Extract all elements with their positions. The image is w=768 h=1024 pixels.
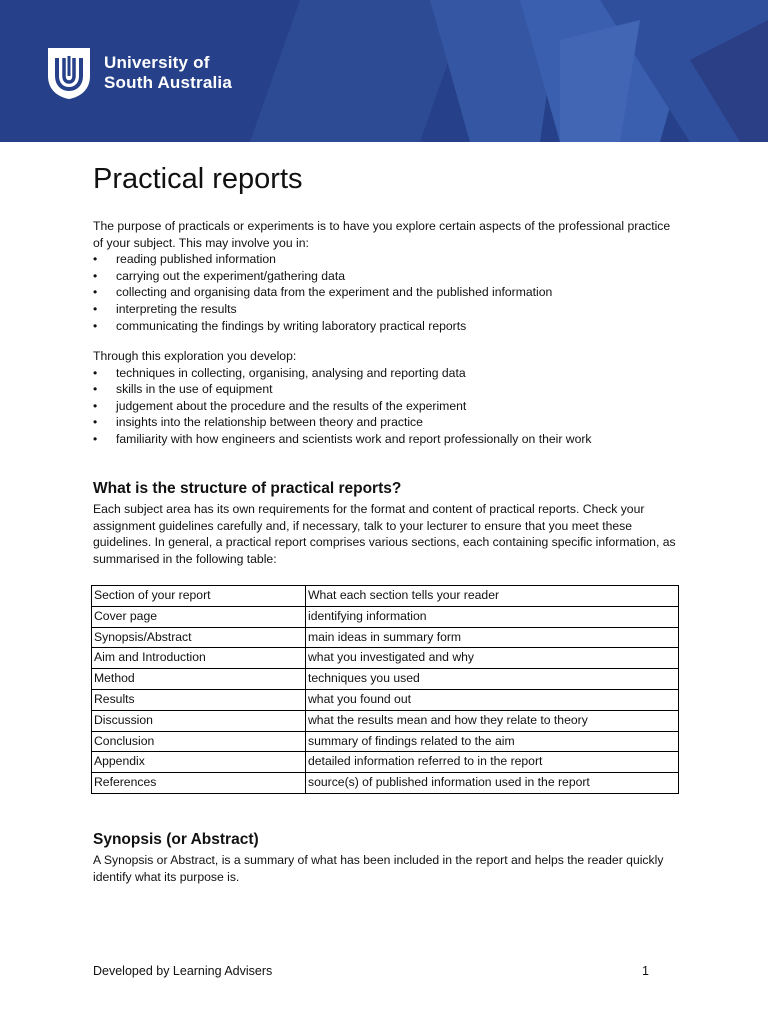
footer-credit: Developed by Learning Advisers bbox=[93, 964, 273, 978]
table-row bbox=[92, 731, 679, 752]
table-cell: identifying information bbox=[306, 606, 679, 627]
intro-list bbox=[93, 251, 683, 334]
table-cell: Cover page bbox=[92, 606, 306, 627]
university-logo bbox=[46, 46, 232, 100]
unisa-shield-icon bbox=[46, 46, 92, 100]
table-cell: Results bbox=[92, 689, 306, 710]
table-cell: Method bbox=[92, 669, 306, 690]
page-number: 1 bbox=[642, 964, 649, 978]
list-item: • reading published information bbox=[93, 251, 683, 268]
list-item: • insights into the relationship between theory and practice bbox=[93, 414, 683, 431]
list-item: • skills in the use of equipment bbox=[93, 381, 683, 398]
sections-table bbox=[91, 585, 679, 794]
table-cell: what you found out bbox=[306, 689, 679, 710]
list-item: • interpreting the results bbox=[93, 301, 683, 318]
list-item: • communicating the findings by writing laboratory practical reports bbox=[93, 318, 683, 335]
table-cell: Discussion bbox=[92, 710, 306, 731]
list-item: • collecting and organising data from the experiment and the published information bbox=[93, 284, 683, 301]
table-row bbox=[92, 627, 679, 648]
header-banner bbox=[0, 0, 768, 142]
table-cell: what you investigated and why bbox=[306, 648, 679, 669]
table-cell: what the results mean and how they relate to theory bbox=[306, 710, 679, 731]
list-item: • judgement about the procedure and the results of the experiment bbox=[93, 398, 683, 415]
intro-section bbox=[93, 218, 683, 334]
table-cell: main ideas in summary form bbox=[306, 627, 679, 648]
logo-line-2: South Australia bbox=[104, 73, 232, 92]
structure-paragraph: Each subject area has its own requirements for the format and content of practical reports. Check your assignment guidelines carefully and, if necessary, talk to your lecturer to ensure that you meet these guidelines. In general, a practical report comprises various sections, each containing specific information, as summarised in the following table: bbox=[93, 502, 676, 566]
table-cell: References bbox=[92, 773, 306, 794]
intro-paragraph: The purpose of practicals or experiments is to have you explore certain aspects of the professional practice of your subject. This may involve you in: bbox=[93, 219, 671, 250]
table-row bbox=[92, 669, 679, 690]
table-row bbox=[92, 689, 679, 710]
table-cell: detailed information referred to in the report bbox=[306, 752, 679, 773]
structure-heading: What is the structure of practical reports? bbox=[93, 480, 402, 497]
synopsis-paragraph: A Synopsis or Abstract, is a summary of what has been included in the report and helps the reader quickly identify what its purpose is. bbox=[93, 853, 664, 884]
table-header-cell: What each section tells your reader bbox=[306, 586, 679, 607]
table-cell: Conclusion bbox=[92, 731, 306, 752]
logo-line-1: University of bbox=[104, 53, 210, 72]
table-cell: Appendix bbox=[92, 752, 306, 773]
develop-list bbox=[93, 365, 683, 448]
develop-paragraph: Through this exploration you develop: bbox=[93, 349, 297, 363]
develop-section bbox=[93, 348, 683, 448]
synopsis-section bbox=[93, 852, 683, 885]
list-item: • carrying out the experiment/gathering data bbox=[93, 268, 683, 285]
table-cell: source(s) of published information used in the report bbox=[306, 773, 679, 794]
table-header-cell: Section of your report bbox=[92, 586, 306, 607]
table-cell: Synopsis/Abstract bbox=[92, 627, 306, 648]
table-row bbox=[92, 648, 679, 669]
structure-section bbox=[93, 501, 683, 567]
table-cell: summary of findings related to the aim bbox=[306, 731, 679, 752]
list-item: • techniques in collecting, organising, analysing and reporting data bbox=[93, 365, 683, 382]
synopsis-heading: Synopsis (or Abstract) bbox=[93, 831, 259, 848]
page-title: Practical reports bbox=[93, 163, 303, 195]
table-header-row bbox=[92, 586, 679, 607]
table-cell: techniques you used bbox=[306, 669, 679, 690]
table-row bbox=[92, 606, 679, 627]
table-row bbox=[92, 752, 679, 773]
table-row bbox=[92, 710, 679, 731]
table-cell: Aim and Introduction bbox=[92, 648, 306, 669]
table-row bbox=[92, 773, 679, 794]
list-item: • familiarity with how engineers and scientists work and report professionally on their work bbox=[93, 431, 683, 448]
